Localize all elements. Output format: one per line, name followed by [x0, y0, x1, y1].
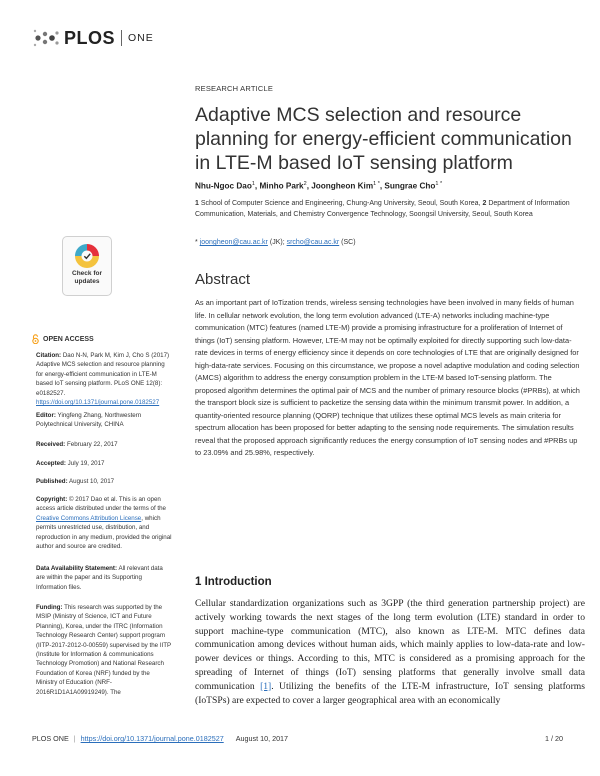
funding-text: This research was supported by the MSIP (Ministry of Science, ICT and Future Planning), Korea, under the ITRC (Information Technology Research Center) support program (IITP-2017-2012-0-00559) supervised by the IITP (Institute for Information & communications Technology Promotion) and National Research Foundation of Korea (NRF) funded by the Ministry of Education (NRF-2016R1D1A1A09919249). The — [36, 604, 172, 696]
received-date: February 22, 2017 — [66, 441, 118, 448]
data-availability-text: All relevant data are within the paper and its Supporting Information files. — [36, 565, 163, 591]
affiliation-text: School of Computer Science and Engineering, Chung-Ang University, Seoul, South Korea, — [200, 200, 481, 207]
copyright-block — [36, 495, 172, 551]
accepted-date: July 19, 2017 — [67, 460, 105, 467]
author-name: Minho Park — [259, 181, 304, 191]
email-link-jk[interactable]: joongheon@cau.ac.kr — [199, 239, 268, 246]
author-name: Nhu-Ngoc Dao — [195, 181, 252, 191]
citation-block — [36, 351, 172, 407]
intro-text-part: . Utilizing the benefits of the LTE-M infrastructure, IoT sensing platforms (IoTSPs) are expected to cover a larger geographical area with an economically — [195, 680, 585, 706]
correspondence-prefix: * — [195, 239, 198, 246]
article-type: RESEARCH ARTICLE — [195, 84, 274, 93]
brand-name: PLOS — [64, 27, 116, 48]
footer-doi-link[interactable]: https://doi.org/10.1371/journal.pone.0182527 — [80, 734, 224, 743]
citation-doi-link[interactable]: https://doi.org/10.1371/journal.pone.0182527 — [36, 399, 160, 407]
published-date: August 10, 2017 — [69, 478, 115, 485]
license-link[interactable]: Creative Commons Attribution License — [36, 514, 142, 522]
funding-label: Funding: — [36, 604, 63, 611]
plos-mark-icon — [32, 27, 62, 49]
article-title: Adaptive MCS selection and resource planning for energy-efficient communication in LTE-M based IoT sensing platform — [195, 104, 572, 174]
logo-divider — [121, 30, 122, 46]
page-footer — [32, 734, 288, 743]
copyright-text: © 2017 Dao et al. This is an open access article distributed under the terms of the — [36, 496, 167, 513]
abstract-heading: Abstract — [195, 271, 251, 288]
check-for-updates-button[interactable] — [62, 236, 112, 296]
editor-label: Editor: — [36, 412, 56, 419]
author-mark: 1 — [251, 181, 255, 187]
correspondence-who: (SC) — [341, 239, 356, 246]
citation-label: Citation: — [36, 352, 62, 359]
page-number: 1 / 20 — [545, 734, 563, 743]
journal-name: ONE — [128, 32, 154, 44]
accepted-block — [36, 459, 172, 468]
published-label: Published: — [36, 478, 68, 485]
open-access-badge — [32, 334, 94, 344]
author-mark: 1 * — [435, 181, 443, 187]
received-label: Received: — [36, 441, 66, 448]
journal-logo — [32, 26, 154, 50]
data-availability-block — [36, 564, 172, 592]
affiliations — [195, 198, 580, 220]
funding-block — [36, 603, 172, 697]
crossmark-label: Check for updates — [72, 270, 102, 285]
copyright-label: Copyright: — [36, 496, 68, 503]
author-mark: 2 — [303, 181, 307, 187]
editor-text: Yingfeng Zhang, Northwestern Polytechnical University, CHINA — [36, 412, 142, 429]
received-block — [36, 440, 172, 449]
section-heading-introduction: 1 Introduction — [195, 576, 272, 588]
email-link-sc[interactable]: srcho@cau.ac.kr — [286, 239, 340, 246]
editor-block — [36, 411, 172, 430]
author-name: Joongheon Kim — [311, 181, 374, 191]
open-lock-icon — [32, 334, 39, 344]
affiliation-mark: 2 — [482, 200, 487, 207]
open-access-label: OPEN ACCESS — [43, 335, 94, 343]
crossmark-icon — [72, 242, 102, 270]
data-availability-label: Data Availability Statement: — [36, 565, 118, 572]
author-mark: 1 * — [373, 181, 380, 187]
affiliation-mark: 1 — [195, 200, 199, 207]
accepted-label: Accepted: — [36, 460, 66, 467]
correspondence — [195, 239, 356, 246]
author-name: Sungrae Cho — [384, 181, 436, 191]
footer-date: August 10, 2017 — [235, 734, 289, 743]
affiliation-text: Department of Information Communication, Materials, and Chemistry Convergence Technology, Soongsil University, Seoul, South Korea — [195, 200, 570, 218]
correspondence-who: (JK); — [269, 239, 285, 246]
footer-journal: PLOS ONE — [32, 734, 69, 743]
footer-divider: | — [73, 734, 76, 743]
abstract-body: As an important part of IoTization trends, wireless sensing technologies have been involved in many fields of human life. In cellular network evolution, the long term evolution advanced (LTE-A) networks including machine-type communication (MTC) features (named LTE-M) provide a promising infrastructure for a proliferation of Internet of things (IoT) sensing platform. However, LTE-M may not be optimally exploited for directly supporting such low-data-rate devices in terms of energy efficiency since it depends on core technologies of LTE that are originally designed for high-data-rate services. Focusing on this circumstance, we propose a novel adaptive modulation and coding selection (AMCS) algorithm to address the energy consumption problem in the LTE-M based IoT-sensing platform. The proposed algorithm determines the optimal pair of MCS and the number of primary resource blocks (#PRBs), at which the transport block size is sufficient to packetize the sensing data within the minimum transmit power. In addition, a quantity-oriented resource planning (QORP) technique that utilizes these optimal MCS levels as main criteria for spectrum allocation has been proposed for better adapting to the sensing node requirements. The simulation results reveal that the proposed approach significantly reduces the energy consumption of IoT sensing nodes and #PRBs up to 23.09% and 25.98%, respectively. — [195, 298, 580, 457]
introduction-body — [195, 597, 585, 707]
author-list: Nhu-Ngoc Dao$^1$, Minho Park$^2$, Joongheon Kim$^{1 *}$, Sungrae Cho$^{1 *}$ — [195, 181, 443, 191]
reference-link-1[interactable]: [1] — [260, 680, 272, 692]
published-block — [36, 477, 172, 486]
copyright-text-end: , which permits unrestricted use, distribution, and reproduction in any medium, provided the original author and source are credited. — [36, 514, 172, 551]
intro-text-part: Cellular standardization organizations such as 3GPP (the third generation partnership project) are actively working towards the next stages of the long term evolution (LTE) standard in order to support machine-type communication (MTC), also known as LTE-M. MTC defines data communication among devices without human aids, which mainly applies to low-data-rate and low-power devices or things. According to this, MTC is considered as a promising approach for the spreading of Internet of things (IoT) sensing platforms that generally involve small data communication — [195, 598, 585, 692]
citation-text: Dao N-N, Park M, Kim J, Cho S (2017) Adaptive MCS selection and resource planning for energy-efficient communication in LTE-M based IoT sensing platform. PLoS ONE 12(8): e0182527. — [36, 352, 170, 397]
